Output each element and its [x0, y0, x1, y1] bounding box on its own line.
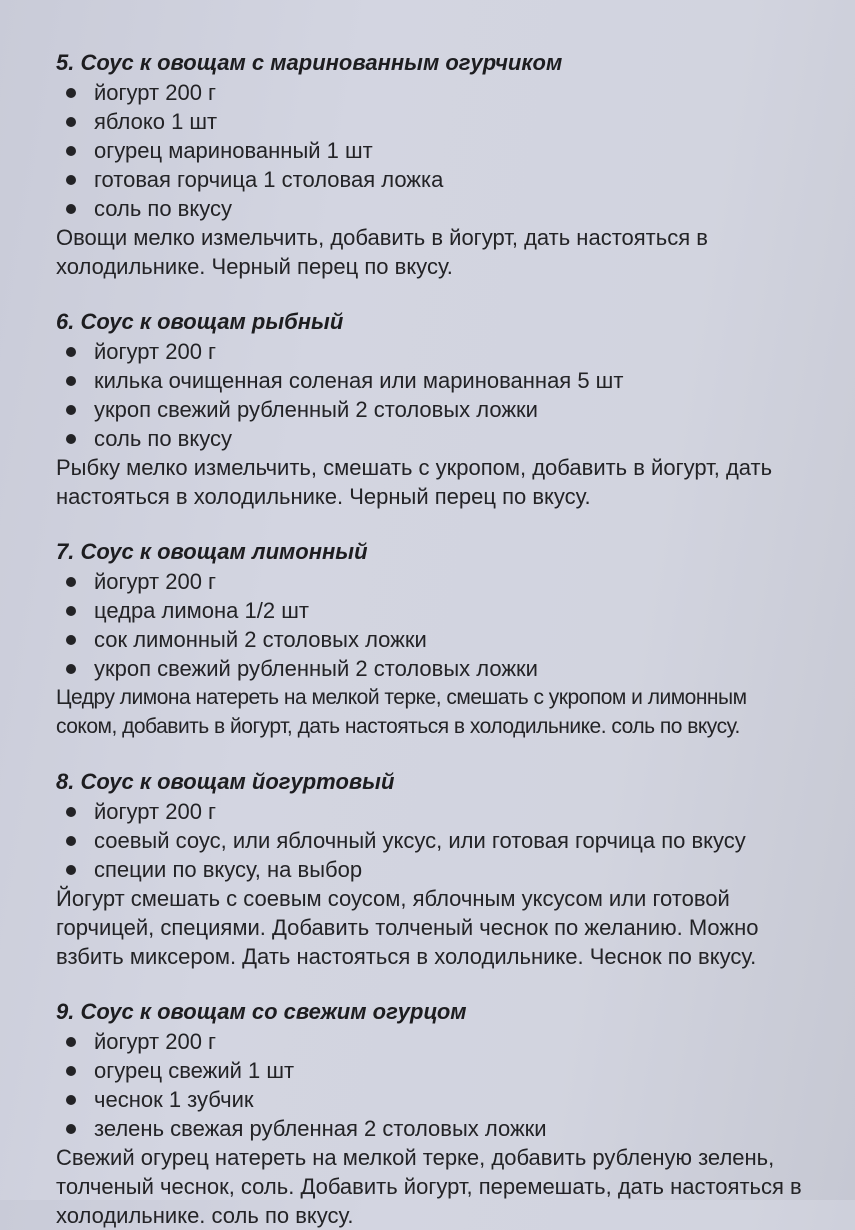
- recipe-title: 5. Соус к овощам с маринованным огурчиком: [56, 50, 563, 75]
- bullet-icon: [66, 117, 76, 127]
- ingredient-item: [60, 654, 825, 683]
- ingredient-item: [60, 1056, 825, 1085]
- ingredient-text: огурец свежий 1 шт: [94, 1058, 295, 1083]
- bullet-icon: [66, 836, 76, 846]
- recipe-title: 8. Соус к овощам йогуртовый: [56, 769, 395, 794]
- bullet-icon: [66, 1124, 76, 1134]
- ingredient-item: [60, 855, 825, 884]
- ingredient-item: [60, 1027, 825, 1056]
- bullet-icon: [66, 1037, 76, 1047]
- bullet-icon: [66, 577, 76, 587]
- ingredient-text: яблоко 1 шт: [94, 109, 218, 134]
- ingredient-item: [60, 337, 825, 366]
- ingredient-item: [60, 625, 825, 654]
- bullet-icon: [66, 405, 76, 415]
- ingredient-list: [56, 567, 825, 683]
- ingredient-item: [60, 366, 825, 395]
- ingredient-item: [60, 107, 825, 136]
- recipe-title: 9. Соус к овощам со свежим огурцом: [56, 999, 467, 1024]
- ingredient-list: [56, 337, 825, 453]
- bullet-icon: [66, 865, 76, 875]
- recipe-title: 6. Соус к овощам рыбный: [56, 309, 344, 334]
- recipe-5: [56, 48, 825, 281]
- recipe-7: [56, 537, 825, 741]
- ingredient-text: йогурт 200 г: [94, 1029, 217, 1054]
- bullet-icon: [66, 434, 76, 444]
- bullet-icon: [66, 635, 76, 645]
- ingredient-item: [60, 78, 825, 107]
- ingredient-item: [60, 567, 825, 596]
- ingredient-list: [56, 1027, 825, 1143]
- bullet-icon: [66, 146, 76, 156]
- recipe-instructions: Йогурт смешать с соевым соусом, яблочным уксусом или готовой горчицей, специями. Добавить толченый чеснок по желанию. Можно взбить миксером. Дать настояться в холодильнике. Чеснок по вкусу.: [56, 886, 759, 969]
- ingredient-text: огурец маринованный 1 шт: [94, 138, 373, 163]
- bullet-icon: [66, 606, 76, 616]
- recipe-instructions: Рыбку мелко измельчить, смешать с укропом, добавить в йогурт, дать настояться в холодильнике. Черный перец по вкусу.: [56, 455, 773, 509]
- bullet-icon: [66, 204, 76, 214]
- ingredient-list: [56, 797, 825, 884]
- recipe-title: 7. Соус к овощам лимонный: [56, 539, 368, 564]
- ingredient-text: йогурт 200 г: [94, 569, 217, 594]
- ingredient-item: [60, 826, 825, 855]
- ingredient-item: [60, 136, 825, 165]
- ingredient-text: йогурт 200 г: [94, 80, 217, 105]
- ingredient-item: [60, 395, 825, 424]
- bullet-icon: [66, 1066, 76, 1076]
- ingredient-text: укроп свежий рубленный 2 столовых ложки: [94, 397, 538, 422]
- ingredient-item: [60, 165, 825, 194]
- ingredient-text: йогурт 200 г: [94, 799, 217, 824]
- ingredient-text: готовая горчица 1 столовая ложка: [94, 167, 444, 192]
- ingredient-text: зелень свежая рубленная 2 столовых ложки: [94, 1116, 547, 1141]
- bullet-icon: [66, 175, 76, 185]
- recipe-instructions: Свежий огурец натереть на мелкой терке, добавить рубленую зелень, толченый чеснок, соль. Добавить йогурт, перемешать, дать настояться в холодильнике. соль по вкусу.: [56, 1145, 802, 1228]
- recipe-instructions: Овощи мелко измельчить, добавить в йогурт, дать настояться в холодильнике. Черный перец по вкусу.: [56, 225, 708, 279]
- ingredient-text: йогурт 200 г: [94, 339, 217, 364]
- ingredient-item: [60, 1114, 825, 1143]
- ingredient-list: [56, 78, 825, 223]
- bullet-icon: [66, 88, 76, 98]
- ingredient-text: соевый соус, или яблочный уксус, или готовая горчица по вкусу: [94, 828, 746, 853]
- ingredient-item: [60, 1085, 825, 1114]
- ingredient-text: соль по вкусу: [94, 196, 232, 221]
- ingredient-item: [60, 194, 825, 223]
- recipe-6: [56, 307, 825, 511]
- bullet-icon: [66, 664, 76, 674]
- ingredient-text: соль по вкусу: [94, 426, 232, 451]
- recipe-9: [56, 997, 825, 1230]
- bullet-icon: [66, 347, 76, 357]
- ingredient-text: сок лимонный 2 столовых ложки: [94, 627, 427, 652]
- ingredient-text: килька очищенная соленая или маринованная 5 шт: [94, 368, 624, 393]
- recipe-instructions: Цедру лимона натереть на мелкой терке, смешать с укропом и лимонным соком, добавить в йогурт, дать настояться в холодильнике. соль по вкусу.: [56, 686, 747, 738]
- ingredient-item: [60, 797, 825, 826]
- recipe-8: [56, 767, 825, 971]
- ingredient-text: чеснок 1 зубчик: [94, 1087, 254, 1112]
- bullet-icon: [66, 807, 76, 817]
- ingredient-item: [60, 424, 825, 453]
- ingredient-text: специи по вкусу, на выбор: [94, 857, 363, 882]
- ingredient-item: [60, 596, 825, 625]
- ingredient-text: укроп свежий рубленный 2 столовых ложки: [94, 656, 538, 681]
- ingredient-text: цедра лимона 1/2 шт: [94, 598, 309, 623]
- bullet-icon: [66, 1095, 76, 1105]
- bullet-icon: [66, 376, 76, 386]
